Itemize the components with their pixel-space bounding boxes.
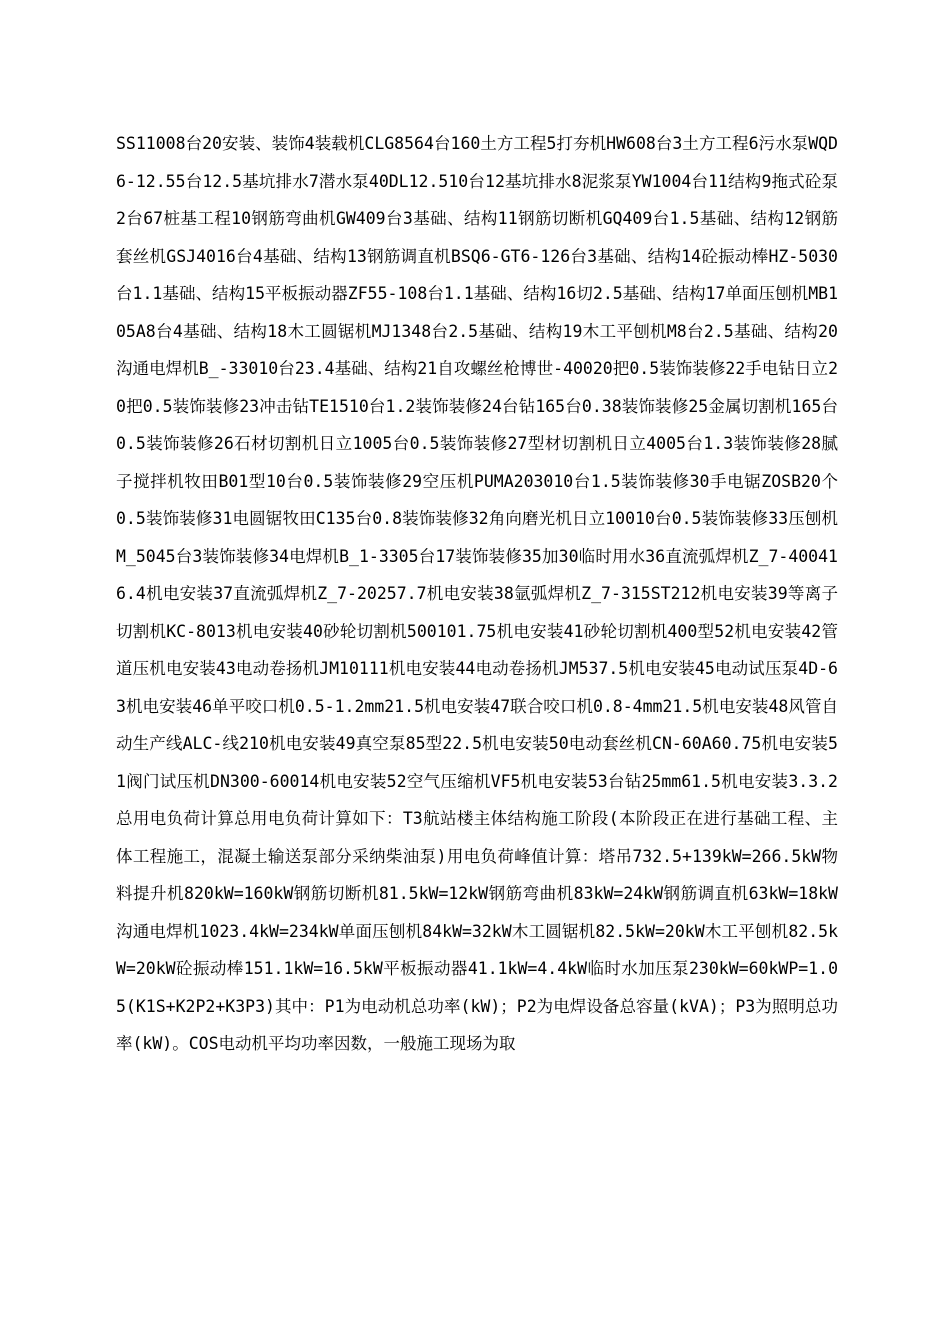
body-paragraph: SS11008台20安装、装饰4装载机CLG8564台160土方工程5打夯机HW608台3土方工程6污水泵WQD6-12.55台12.5基坑排水7潜水泵40DL12.510台12基坑排水8泥浆泵YW1004台11结构9拖式砼泵2台67桩基工程10钢筋弯曲机GW409台3基础、结构11钢筋切断机GQ409台1.5基础、结构12钢筋套丝机GSJ4016台4基础、结构13钢筋调直机BSQ6-GT6-126台3基础、结构14砼振动棒HZ-5030台1.1基础、结构15平板振动器ZF55-108台1.1基础、结构16切2.5基础、结构17单面压刨机MB105A8台4基础、结构18木工圆锯机MJ1348台2.5基础、结构19木工平刨机M8台2.5基础、结构20沟通电焊机B_-33010台23.4基础、结构21自攻螺丝枪博世-40020把0.5装饰装修22手电钻日立20把0.5装饰装修23冲击钻TE1510台1.2装饰装修24台钻165台0.38装饰装修25金属切割机165台0.5装饰装修26石材切割机日立1005台0.5装饰装修27型材切割机日立4005台1.3装饰装修28腻子搅拌机牧田B01型10台0.5装饰装修29空压机PUMA203010台1.5装饰装修30手电锯ZOSB20个0.5装饰装修31电圆锯牧田C135台0.8装饰装修32角向磨光机日立10010台0.5装饰装修33压刨机M_5045台3装饰装修34电焊机B_1-3305台17装饰装修35加30临时用水36直流弧焊机Z_7-400416.4机电安装37直流弧焊机Z_7-20257.7机电安装38氩弧焊机Z_7-315ST212机电安装39等离子切割机KC-8013机电安装40砂轮切割机500101.75机电安装41砂轮切割机400型52机电安装42管道压机电安装43电动卷扬机JM10111机电安装44电动卷扬机JM537.5机电安装45电动试压泵4D-63机电安装46单平咬口机0.5-1.2mm21.5机电安装47联合咬口机0.8-4mm21.5机电安装48风管自动生产线ALC-线210机电安装49真空泵85型22.5机电安装50电动套丝机CN-60A60.75机电安装51阀门试压机DN300-60014机电安装52空气压缩机VF5机电安装53台钻25mm61.5机电安装3.3.2总用电负荷计算总用电负荷计算如下：T3航站楼主体结构施工阶段(本阶段正在进行基础工程、主体工程施工，混凝土输送泵部分采纳柴油泵)用电负荷峰值计算：塔吊732.5+139kW=266.5kW物料提升机820kW=160kW钢筋切断机81.5kW=12kW钢筋弯曲机83kW=24kW钢筋调直机63kW=18kW沟通电焊机1023.4kW=234kW单面压刨机84kW=32kW木工圆锯机82.5kW=20kW木工平刨机82.5kW=20kW砼振动棒151.1kW=16.5kW平板振动器41.1kW=4.4kW临时水加压泵230kW=60kWP=1.05(K1S+K2P2+K3P3)其中：P1为电动机总功率(kW)；P2为电焊设备总容量(kVA)；P3为照明总功率(kW)。COS电动机平均功率因数，一般施工现场为取 xyxy=(116,134,838,1053)
